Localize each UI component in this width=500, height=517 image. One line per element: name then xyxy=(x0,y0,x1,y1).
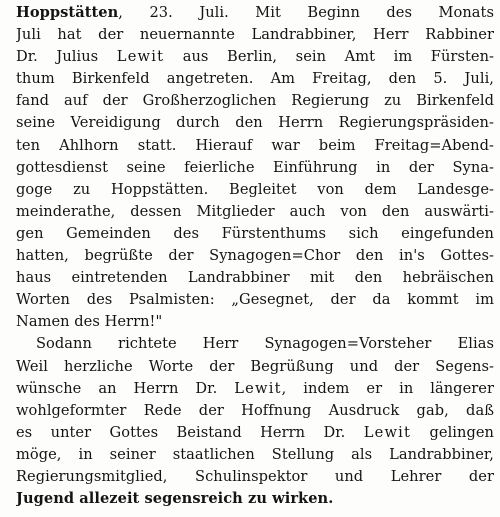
article-line xyxy=(16,267,494,289)
line-text: möge, in seiner staatlichen Stellung als Landrabbiner, xyxy=(16,445,494,463)
line-text: es unter Gottes Beistand Herrn Dr. xyxy=(16,423,364,441)
article-line xyxy=(16,201,494,223)
spaced-name: Lewit xyxy=(116,48,165,66)
line-text: gottesdienst seine feierliche Einführung in der Syna- xyxy=(16,158,494,176)
article-line xyxy=(16,488,494,510)
line-text: , indem er in längerer xyxy=(281,379,494,397)
article-line xyxy=(16,466,494,488)
article-line xyxy=(16,2,494,24)
article-line xyxy=(16,68,494,90)
line-text: gelingen xyxy=(411,423,494,441)
line-text: Worten des Psalmisten: „Gesegnet, der da kommt im xyxy=(16,291,494,309)
article-line xyxy=(16,179,494,201)
article-line xyxy=(16,46,494,68)
article-line xyxy=(16,444,494,466)
line-text: haus eintretenden Landrabbiner mit den hebräischen xyxy=(16,269,494,287)
line-text: Juli hat der neuernannte Landrabbiner, Herr Rabbiner xyxy=(16,26,494,44)
line-text: fand auf der Großherzoglichen Regierung zu Birkenfeld xyxy=(16,92,494,110)
article-line xyxy=(16,157,494,179)
article-line xyxy=(16,333,494,355)
spaced-name: Lewit xyxy=(234,379,282,397)
article-line xyxy=(16,378,494,400)
article-line xyxy=(16,90,494,112)
article-line xyxy=(16,400,494,422)
spaced-name: Lewit xyxy=(363,423,412,441)
article-line xyxy=(16,135,494,157)
article-line xyxy=(16,289,494,311)
article-text xyxy=(16,2,494,510)
bold-text: Jugend allezeit segensreich zu wirken. xyxy=(16,490,334,508)
line-text: thum Birkenfeld angetreten. Am Freitag, den 5. Juli, xyxy=(16,70,494,88)
article-line xyxy=(16,112,494,134)
line-text: aus Berlin, sein Amt im Fürsten- xyxy=(164,48,494,66)
article-line xyxy=(16,223,494,245)
article-line xyxy=(16,356,494,378)
line-text: Weil herzliche Worte der Begrüßung und der Segens- xyxy=(16,357,494,375)
line-text: goge zu Hoppstätten. Begleitet von dem Landesge- xyxy=(16,180,494,198)
line-text: meinderathe, dessen Mitglieder auch von den auswärti- xyxy=(16,202,494,220)
line-text: hatten, begrüßte der Synagogen=Chor den in's Gottes- xyxy=(16,247,494,265)
line-text: Namen des Herrn!" xyxy=(16,313,163,331)
bold-text: Hoppstätten xyxy=(16,4,119,21)
article-line xyxy=(16,24,494,46)
line-text: wünsche an Herrn Dr. xyxy=(16,379,235,397)
article-line xyxy=(16,422,494,444)
line-text: Sodann richtete Herr Synagogen=Vorsteher Elias xyxy=(36,335,494,353)
line-text: gen Gemeinden des Fürstenthums sich eingefunden xyxy=(16,224,494,242)
line-text: , 23. Juli. Mit Beginn des Monats xyxy=(118,4,494,21)
line-text: seine Vereidigung durch den Herrn Regierungspräsiden- xyxy=(16,114,494,132)
line-text: Dr. Julius xyxy=(16,48,117,66)
article-line xyxy=(16,311,494,333)
line-text: ten Ahlhorn statt. Hierauf war beim Freitag=Abend- xyxy=(16,136,494,154)
line-text: Regierungsmitglied, Schulinspektor und Lehrer der xyxy=(16,467,494,485)
line-text: wohlgeformter Rede der Hoffnung Ausdruck gab, daß xyxy=(16,401,494,419)
article-line xyxy=(16,245,494,267)
